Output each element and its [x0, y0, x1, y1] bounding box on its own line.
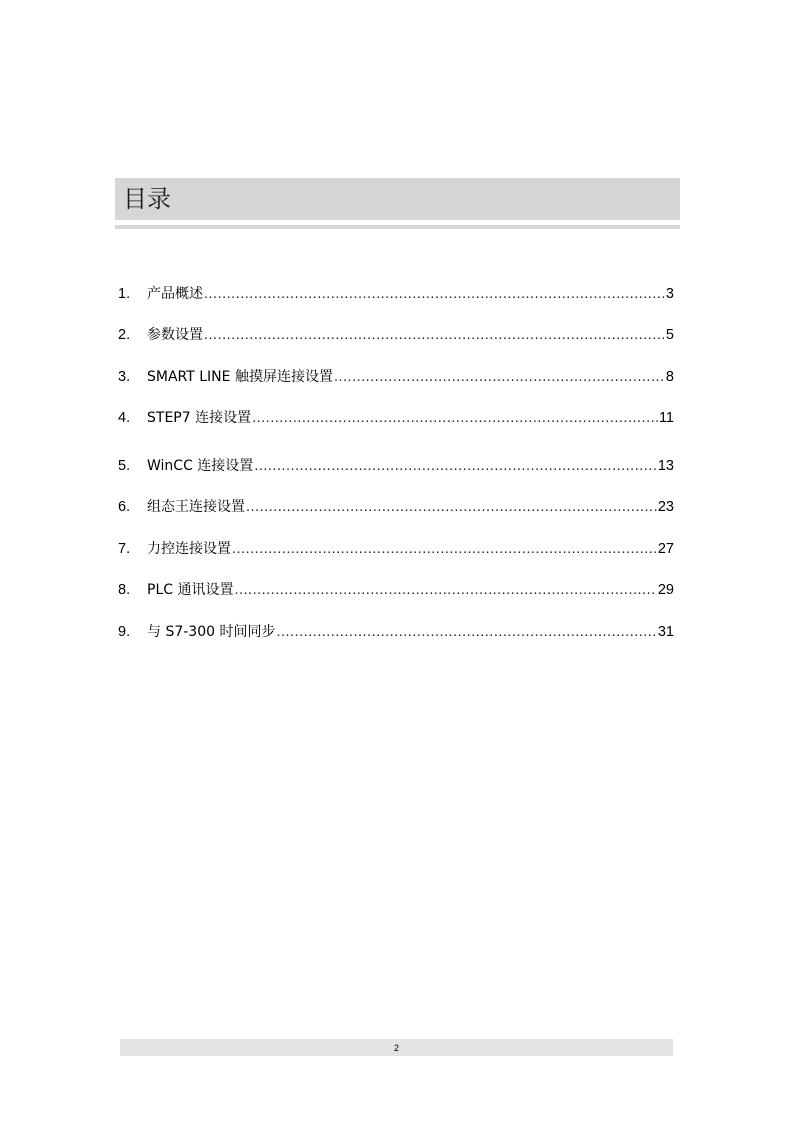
title-divider [115, 225, 680, 229]
toc-leader-dots [234, 579, 656, 601]
toc-leader-dots [232, 538, 657, 560]
toc-entry-7[interactable] [118, 538, 674, 560]
toc-entry-title: 力控连接设置 [147, 541, 231, 557]
footer-page-number: 2 [393, 1043, 399, 1053]
toc-leader-dots [204, 283, 665, 305]
toc-entry-number: 2. [118, 327, 131, 343]
toc-entry-6[interactable] [118, 496, 674, 518]
toc-entry-page: 23 [657, 499, 674, 515]
toc-entry-3[interactable] [118, 366, 674, 388]
toc-entry-title: PLC 通讯设置 [147, 582, 234, 598]
toc-title-band [115, 178, 680, 220]
page-title: 目录 [123, 185, 171, 213]
toc-entry-page: 13 [657, 458, 674, 474]
toc-entry-number: 7. [118, 541, 131, 557]
toc-entry-number: 3. [118, 369, 131, 385]
toc-leader-dots [254, 455, 657, 477]
toc-entry-1[interactable] [118, 283, 674, 305]
toc-entry-title: 与 S7-300 时间同步 [147, 624, 276, 640]
toc-entry-number: 1. [118, 286, 131, 302]
toc-entry-page: 31 [657, 624, 674, 640]
toc-leader-dots [204, 324, 665, 346]
toc-entry-title: STEP7 连接设置 [147, 410, 252, 426]
toc-entry-page: 29 [657, 582, 674, 598]
toc-entry-number: 5. [118, 458, 131, 474]
toc-entry-title: 组态王连接设置 [147, 499, 245, 515]
toc-entry-2[interactable] [118, 324, 674, 346]
footer-band [120, 1039, 673, 1056]
toc-entry-title: WinCC 连接设置 [147, 458, 254, 474]
toc-entry-title: 产品概述 [147, 286, 203, 302]
toc-entry-9[interactable] [118, 621, 674, 643]
toc-leader-dots [252, 407, 658, 429]
toc-entry-page: 3 [665, 286, 674, 302]
toc-entry-page: 8 [665, 369, 674, 385]
toc-leader-dots [334, 366, 665, 388]
toc-entry-title: SMART LINE 触摸屏连接设置 [147, 369, 333, 385]
toc-entry-4[interactable] [118, 407, 674, 429]
toc-entry-number: 8. [118, 582, 131, 598]
toc-entry-number: 4. [118, 410, 131, 426]
toc-entry-title: 参数设置 [147, 327, 203, 343]
toc-entry-number: 9. [118, 624, 131, 640]
toc-entry-page: 5 [665, 327, 674, 343]
toc-entry-8[interactable] [118, 579, 674, 601]
toc-entry-page: 11 [658, 410, 674, 426]
toc-entry-page: 27 [657, 541, 674, 557]
toc-entry-5[interactable] [118, 455, 674, 477]
toc-leader-dots [246, 496, 657, 518]
toc-leader-dots [276, 621, 656, 643]
toc-entry-number: 6. [118, 499, 131, 515]
